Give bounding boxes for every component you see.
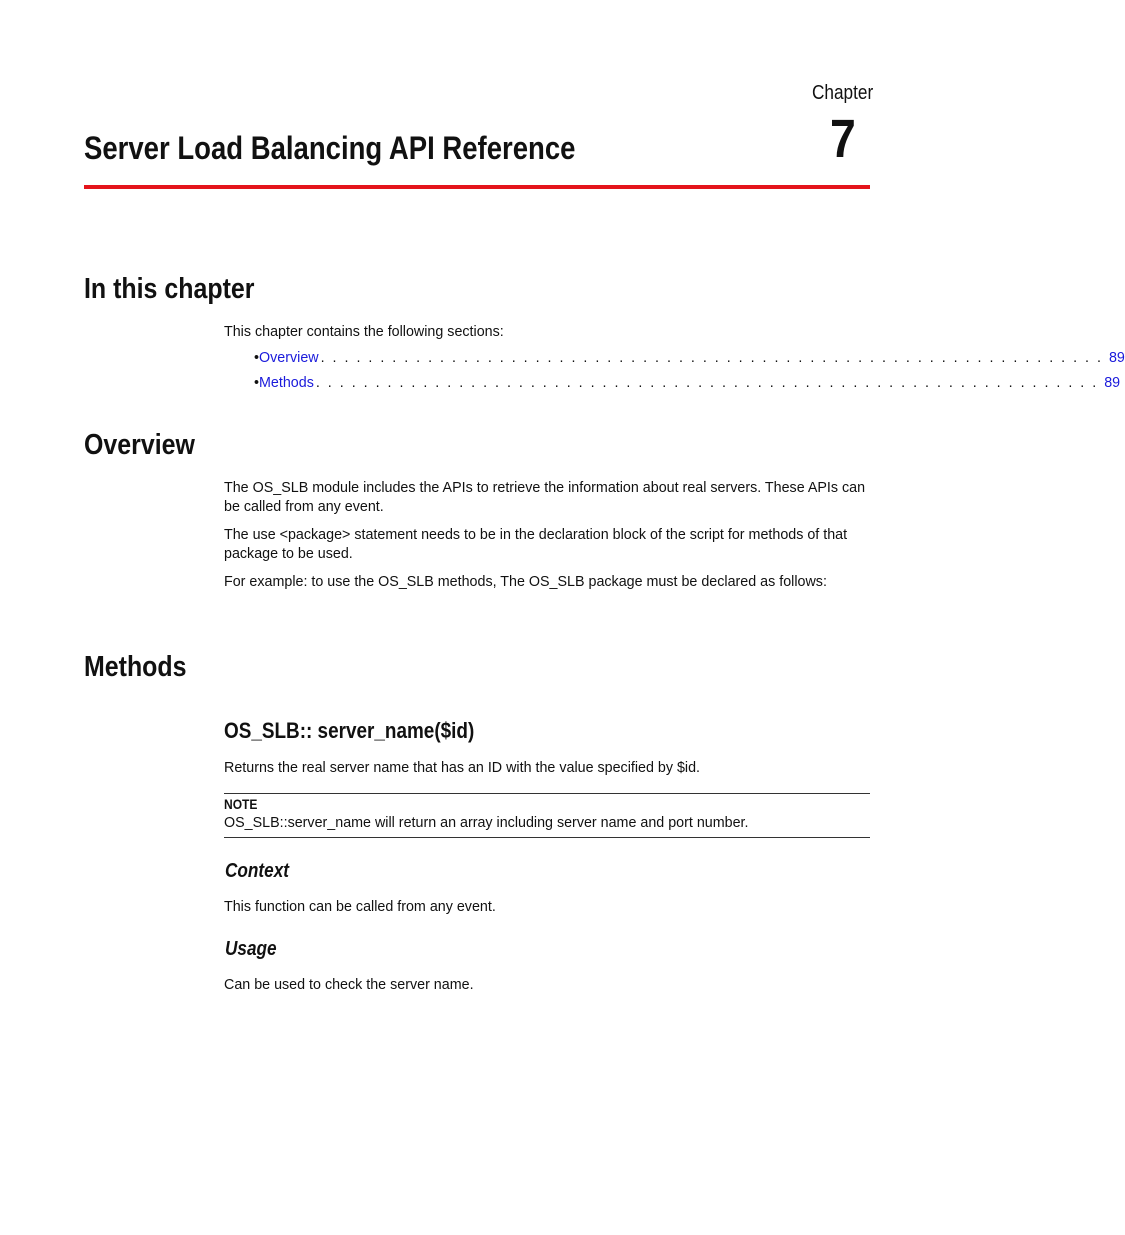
toc-intro: This chapter contains the following sections: <box>224 324 504 340</box>
in-this-chapter-heading: In this chapter <box>84 273 255 305</box>
toc-leader: . . . . . . . . . . . . . . . . . . . . . . . . . . . . . . . . . . . . . . . . . . . . . . . . . . . . . . . . . . . . . . . . . . <box>315 375 1099 391</box>
context-text: This function can be called from any event. <box>224 899 496 915</box>
chapter-number: 7 <box>830 109 856 169</box>
overview-paragraph: For example: to use the OS_SLB methods, The OS_SLB package must be declared as follows: <box>224 574 827 590</box>
note-bottom-rule <box>224 837 870 838</box>
toc-leader: . . . . . . . . . . . . . . . . . . . . . . . . . . . . . . . . . . . . . . . . . . . . . . . . . . . . . . . . . . . . . . . . . . <box>320 350 1103 366</box>
methods-heading: Methods <box>84 651 187 683</box>
context-heading: Context <box>225 860 290 882</box>
chapter-title: Server Load Balancing API Reference <box>84 130 576 166</box>
chapter-title-rule <box>84 185 870 189</box>
bullet-icon: • <box>254 350 260 366</box>
overview-paragraph: The use <package> statement needs to be in the declaration block of the script for methods of that package to be used. <box>224 527 848 562</box>
toc-entry-overview[interactable] <box>254 350 1125 370</box>
toc-page-overview[interactable]: 89 <box>1108 350 1125 366</box>
overview-heading: Overview <box>84 429 195 461</box>
usage-text: Can be used to check the server name. <box>224 977 474 993</box>
bullet-icon: • <box>254 375 260 391</box>
toc-entry-methods[interactable] <box>254 375 1121 395</box>
overview-paragraph: The OS_SLB module includes the APIs to retrieve the information about real servers. These APIs can be called from any event. <box>224 480 866 515</box>
note-top-rule <box>224 793 870 794</box>
toc-link-methods[interactable]: Methods <box>259 375 314 391</box>
method-title: OS_SLB:: server_name($id) <box>224 718 475 743</box>
toc-page-methods[interactable]: 89 <box>1104 375 1121 391</box>
note-text: OS_SLB::server_name will return an array including server name and port number. <box>224 815 749 831</box>
chapter-label: Chapter <box>812 82 874 104</box>
usage-heading: Usage <box>225 938 277 960</box>
toc-link-overview[interactable]: Overview <box>259 350 319 366</box>
method-description: Returns the real server name that has an ID with the value specified by $id. <box>224 760 701 776</box>
note-title: NOTE <box>224 796 258 812</box>
